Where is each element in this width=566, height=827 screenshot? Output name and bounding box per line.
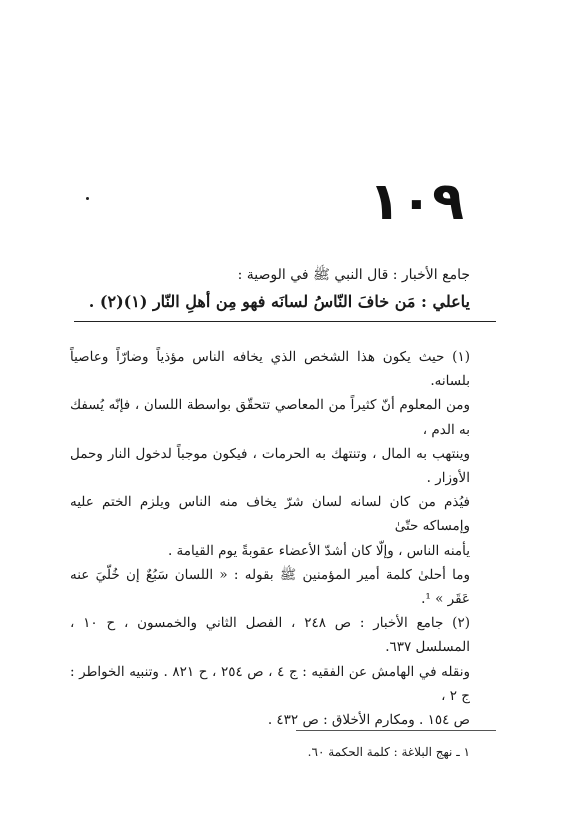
note-line: (٢) جامع الأخبار : ص ٢٤٨ ، الفصل الثاني والخمسون ، ح ١٠ ، المسلسل ٦٣٧. [70,615,470,656]
footnote-rule [296,730,496,731]
note-line: (١) حيث يكون هذا الشخص الذي يخافه الناس مؤذياً وضارّاً وعاصياً بلسانه. [70,349,470,390]
notes-block [70,345,470,732]
main-separator-rule [74,321,496,322]
margin-dot [86,197,89,200]
hadith-text: ياعلي : مَن خافَ النّاسُ لسانَه فهو مِن أهلِ النّار (١)(٢) . [88,292,470,311]
page-number: ١٠٩ [368,172,464,232]
note-line: فيُذم من كان لسانه لسان شرّ يخاف منه الناس ويلزم الختم عليه وإمساكه حتّىٰ [70,494,470,535]
note-line: وما أحلىٰ كلمة أمير المؤمنين ﷺ بقوله : « اللسان سَبُعٌ إن خُلّيَ عنه عَقَر » ¹. [70,566,470,608]
note-line: ومن المعلوم أنّ كثيراً من المعاصي تتحقّق بواسطة اللسان ، فإنّه يُسفك به الدم ، [70,397,470,438]
footnote: ١ ـ نهج البلاغة : كلمة الحكمة ٦٠. [307,745,470,759]
note-line: ص ١٥٤ . ومكارم الأخلاق : ص ٤٣٢ . [267,712,470,729]
note-line: وينتهب به المال ، وتنتهك به الحرمات ، فيكون موجباً لدخول النار وحمل الأوزار . [70,445,470,487]
intro-line: جامع الأخبار : قال النبي ﷺ في الوصية : [237,267,470,283]
note-line: ونقله في الهامش عن الفقيه : ج ٤ ، ص ٢٥٤ ، ح ٨٢١ . وتنبيه الخواطر : ج ٢ ، [70,663,470,704]
note-line: يأمنه الناس ، وإلّا كان أشدّ الأعضاء عقوبةً يوم القيامة . [167,542,470,559]
